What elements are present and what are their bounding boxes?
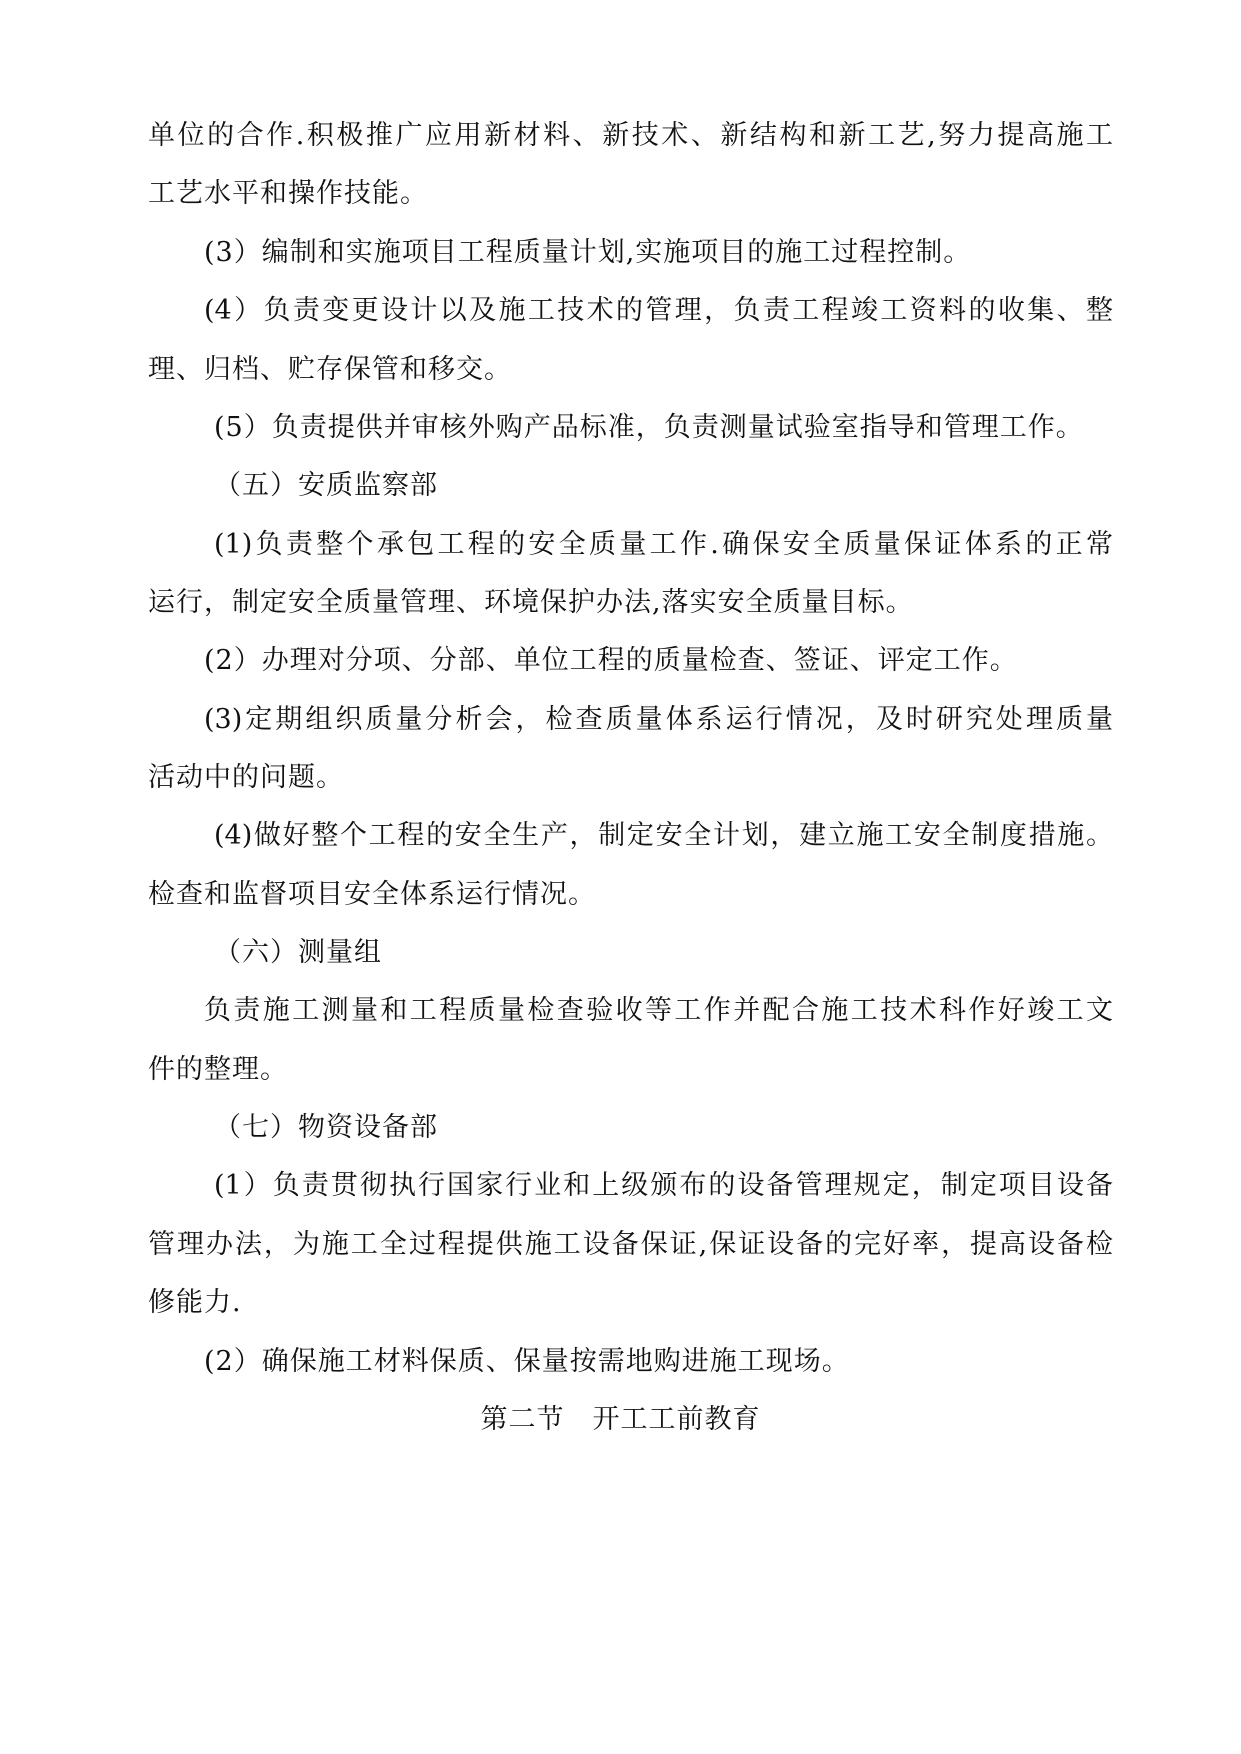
list-item-line: (3)定期组织质量分析会，检查质量体系运行情况，及时研究处理质量: [204, 704, 1113, 735]
body-line: 负责施工测量和工程质量检查验收等工作并配合施工技术科作好竣工文: [204, 995, 1113, 1026]
list-item-line: (1）负责贯彻执行国家行业和上级颁布的设备管理规定，制定项目设备: [214, 1170, 1113, 1201]
list-item-line: (3）编制和实施项目工程质量计划,实施项目的施工过程控制。: [204, 237, 972, 268]
list-item-line: (2）确保施工材料保质、保量按需地购进施工现场。: [204, 1346, 850, 1377]
subsection-heading: （六）测量组: [214, 937, 382, 968]
list-item-line: (4）负责变更设计以及施工技术的管理，负责工程竣工资料的收集、整: [204, 295, 1113, 326]
body-line: 单位的合作.积极推广应用新材料、新技术、新结构和新工艺,努力提高施工: [148, 120, 1113, 151]
body-line: 修能力.: [148, 1287, 242, 1318]
list-item-line: (4)做好整个工程的安全生产，制定安全计划，建立施工安全制度措施。: [214, 820, 1113, 851]
body-line: 活动中的问题。: [148, 762, 344, 793]
list-item-line: (5）负责提供并审核外购产品标准，负责测量试验室指导和管理工作。: [214, 412, 1084, 443]
subsection-heading: （五）安质监察部: [214, 470, 438, 501]
body-line: 理、归档、贮存保管和移交。: [148, 354, 512, 385]
body-line: 管理办法，为施工全过程提供施工设备保证,保证设备的完好率，提高设备检: [148, 1229, 1113, 1260]
subsection-heading: （七）物资设备部: [214, 1112, 438, 1143]
body-line: 件的整理。: [148, 1054, 288, 1085]
body-line: 工艺水平和操作技能。: [148, 178, 428, 209]
section-heading: 第二节 开工工前教育: [480, 1404, 761, 1435]
body-line: 检查和监督项目安全体系运行情况。: [148, 879, 596, 910]
body-line: 运行，制定安全质量管理、环境保护办法,落实安全质量目标。: [148, 587, 914, 618]
list-item-line: (2）办理对分项、分部、单位工程的质量检查、签证、评定工作。: [204, 645, 1018, 676]
list-item-line: (1)负责整个承包工程的安全质量工作.确保安全质量保证体系的正常: [214, 529, 1113, 560]
